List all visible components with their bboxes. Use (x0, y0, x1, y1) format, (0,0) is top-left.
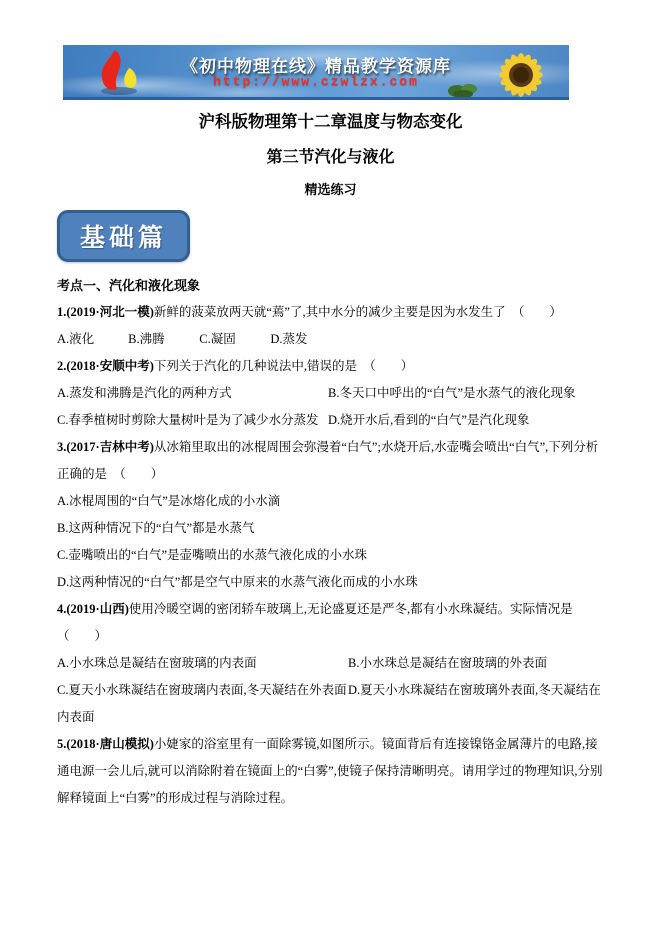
banner-site-title: 《初中物理在线》精品教学资源库 (181, 57, 451, 76)
question-1-stem: 1.(2019·河北一模)新鲜的菠菜放两天就“蔫”了,其中水分的减少主要是因为水发生了 （ ） (57, 305, 562, 319)
foliage-image (447, 77, 483, 97)
option-2a: A.蒸发和沸腾是汽化的两种方式 (57, 386, 232, 400)
option-3b: B.这两种情况下的“白气”都是水蒸气 (57, 521, 255, 535)
question-4-options-row-2 (57, 677, 604, 704)
option-1c: C.凝固 (199, 332, 236, 346)
question-1-options (57, 326, 604, 353)
question-2-options-row-1 (57, 380, 604, 407)
option-4c: C.夏天小水珠凝结在窗玻璃内表面,冬天凝结在外表面 (57, 683, 347, 697)
exercise-subtitle: 精选练习 (304, 182, 357, 197)
option-3c: C.壶嘴喷出的“白气”是壶嘴喷出的水蒸气液化成的小水珠 (57, 548, 368, 562)
option-1a: A.液化 (57, 332, 95, 346)
option-4b: B.小水珠总是凝结在窗玻璃的外表面 (348, 656, 547, 670)
question-5-stem: 5.(2018·唐山模拟)小婕家的浴室里有一面除雾镜,如图所示。镜面背后有连接镍铬金属薄片的电路,接通电源一会儿后,就可以消除附着在镜面上的“白雾”,使镜子保持清晰明亮。请用学过的物理知识,分别解释镜面上“白雾”的形成过程与消除过程。 (57, 737, 603, 805)
question-2-tag: 2.(2018·安顺中考) (57, 359, 154, 373)
page-title: 沪科版物理第十二章温度与物态变化 (198, 112, 463, 131)
question-5-tag: 5.(2018·唐山模拟) (57, 737, 154, 751)
question-2-stem: 2.(2018·安顺中考)下列关于汽化的几种说法中,错误的是 （ ） (57, 359, 414, 373)
question-3-tag: 3.(2017·吉林中考) (57, 440, 154, 454)
option-3d: D.这两种情况的“白气”都是空气中原来的水蒸气液化而成的小水珠 (57, 575, 418, 589)
option-2d: D.烧开水后,看到的“白气”是汽化现象 (328, 413, 530, 427)
option-2b: B.冬天口中呼出的“白气”是水蒸气的液化现象 (328, 386, 576, 400)
banner-site-url: http://www.czwlzx.com (213, 74, 419, 89)
question-3-stem: 3.(2017·吉林中考)从冰箱里取出的冰棍周围会弥漫着“白气”;水烧开后,水壶嘴会喷出“白气”,下列分析正确的是 （ ） (57, 440, 599, 481)
option-1d: D.蒸发 (270, 332, 308, 346)
question-2-options-row-2 (57, 407, 604, 434)
question-1-tag: 1.(2019·河北一模) (57, 305, 154, 319)
option-4d: D.夏天小水珠凝结在窗玻璃外表面,冬天凝结在 (348, 683, 601, 697)
option-2c: C.春季植树时剪除大量树叶是为了减少水分蒸发 (57, 413, 319, 427)
question-4-options-row-1 (57, 650, 604, 677)
question-4-stem: 4.(2019·山西)使用冷暖空调的密闭轿车玻璃上,无论盛夏还是严冬,都有小水珠凝结。实际情况是 （ ） (57, 602, 586, 643)
basics-badge-label: 基础篇 (79, 225, 167, 252)
option-3a: A.冰棍周围的“白气”是冰熔化成的小水滴 (57, 494, 281, 508)
basics-badge (57, 210, 190, 262)
option-4d-wrap: 内表面 (57, 710, 95, 724)
site-banner (63, 45, 569, 100)
section-title: 第三节汽化与液化 (266, 149, 395, 166)
topic-heading: 考点一、汽化和液化现象 (57, 278, 201, 293)
question-4-tag: 4.(2019·山西) (57, 602, 129, 616)
option-4a: A.小水珠总是凝结在窗玻璃的内表面 (57, 656, 257, 670)
option-1b: B.沸腾 (128, 332, 165, 346)
sunflower-image (489, 49, 553, 97)
